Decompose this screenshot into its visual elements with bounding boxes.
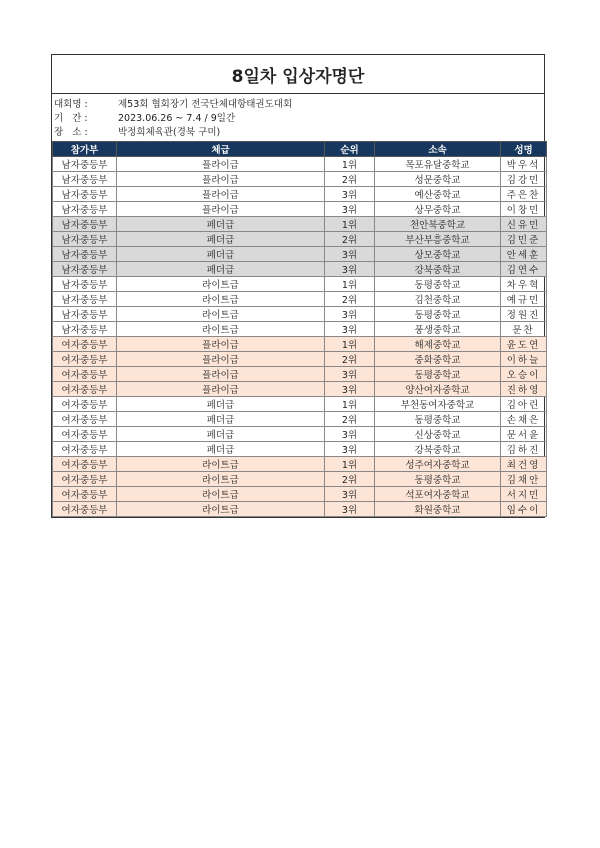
cell-rank: 3위 xyxy=(325,307,375,322)
cell-school: 김천중학교 xyxy=(375,292,501,307)
cell-division: 여자중등부 xyxy=(53,502,117,517)
table-row xyxy=(53,322,547,337)
cell-school: 강북중학교 xyxy=(375,442,501,457)
table-row xyxy=(53,442,547,457)
table-row xyxy=(53,262,547,277)
info-value: 제53회 협회장기 전국단체대항태권도대회 xyxy=(118,99,293,110)
table-row xyxy=(53,202,547,217)
results-sheet xyxy=(51,54,545,518)
cell-name: 김채안 xyxy=(501,472,547,487)
cell-rank: 3위 xyxy=(325,502,375,517)
cell-division: 여자중등부 xyxy=(53,352,117,367)
cell-weight: 페더급 xyxy=(117,232,325,247)
results-table xyxy=(52,141,547,517)
info-label: 장 소 : xyxy=(54,127,88,138)
cell-weight: 라이트급 xyxy=(117,322,325,337)
cell-weight: 라이트급 xyxy=(117,487,325,502)
cell-name: 김하진 xyxy=(501,442,547,457)
cell-division: 여자중등부 xyxy=(53,472,117,487)
info-row-event xyxy=(54,96,544,110)
cell-rank: 1위 xyxy=(325,337,375,352)
cell-weight: 플라이급 xyxy=(117,187,325,202)
table-row xyxy=(53,232,547,247)
header-school: 소속 xyxy=(375,142,501,157)
table-row xyxy=(53,307,547,322)
cell-school: 예산중학교 xyxy=(375,187,501,202)
cell-rank: 1위 xyxy=(325,457,375,472)
cell-school: 천안북중학교 xyxy=(375,217,501,232)
info-value: 박정희체육관(경북 구미) xyxy=(118,127,221,138)
table-row xyxy=(53,292,547,307)
cell-rank: 3위 xyxy=(325,382,375,397)
cell-weight: 플라이급 xyxy=(117,337,325,352)
cell-weight: 플라이급 xyxy=(117,172,325,187)
cell-division: 여자중등부 xyxy=(53,442,117,457)
cell-name: 박우석 xyxy=(501,157,547,172)
table-row xyxy=(53,457,547,472)
cell-weight: 페더급 xyxy=(117,262,325,277)
cell-school: 중화중학교 xyxy=(375,352,501,367)
cell-weight: 플라이급 xyxy=(117,382,325,397)
cell-division: 남자중등부 xyxy=(53,217,117,232)
cell-rank: 3위 xyxy=(325,187,375,202)
cell-school: 성주여자중학교 xyxy=(375,457,501,472)
cell-weight: 플라이급 xyxy=(117,367,325,382)
cell-school: 동평중학교 xyxy=(375,277,501,292)
cell-school: 동평중학교 xyxy=(375,367,501,382)
table-row xyxy=(53,172,547,187)
cell-name: 안세훈 xyxy=(501,247,547,262)
cell-rank: 3위 xyxy=(325,262,375,277)
cell-division: 여자중등부 xyxy=(53,397,117,412)
cell-division: 여자중등부 xyxy=(53,457,117,472)
table-row xyxy=(53,412,547,427)
cell-division: 여자중등부 xyxy=(53,487,117,502)
cell-school: 강북중학교 xyxy=(375,262,501,277)
table-row xyxy=(53,187,547,202)
table-row xyxy=(53,277,547,292)
cell-name: 정원진 xyxy=(501,307,547,322)
cell-school: 동평중학교 xyxy=(375,307,501,322)
cell-school: 해제중학교 xyxy=(375,337,501,352)
cell-school: 성문중학교 xyxy=(375,172,501,187)
cell-division: 남자중등부 xyxy=(53,202,117,217)
cell-division: 남자중등부 xyxy=(53,277,117,292)
cell-rank: 1위 xyxy=(325,157,375,172)
header-weight: 체급 xyxy=(117,142,325,157)
cell-rank: 2위 xyxy=(325,412,375,427)
info-row-venue xyxy=(54,124,544,138)
cell-rank: 3위 xyxy=(325,487,375,502)
cell-rank: 3위 xyxy=(325,202,375,217)
cell-division: 여자중등부 xyxy=(53,412,117,427)
cell-name: 최건영 xyxy=(501,457,547,472)
info-row-period xyxy=(54,110,544,124)
cell-rank: 2위 xyxy=(325,232,375,247)
table-row xyxy=(53,337,547,352)
table-header-row xyxy=(53,142,547,157)
cell-name: 김민준 xyxy=(501,232,547,247)
cell-school: 석포여자중학교 xyxy=(375,487,501,502)
table-row xyxy=(53,352,547,367)
cell-division: 남자중등부 xyxy=(53,307,117,322)
cell-division: 남자중등부 xyxy=(53,187,117,202)
cell-weight: 플라이급 xyxy=(117,202,325,217)
cell-rank: 2위 xyxy=(325,292,375,307)
cell-division: 남자중등부 xyxy=(53,262,117,277)
cell-name: 주은찬 xyxy=(501,187,547,202)
cell-weight: 라이트급 xyxy=(117,502,325,517)
cell-rank: 3위 xyxy=(325,322,375,337)
table-row xyxy=(53,427,547,442)
cell-name: 김강민 xyxy=(501,172,547,187)
table-row xyxy=(53,367,547,382)
cell-weight: 페더급 xyxy=(117,397,325,412)
page-title: 8일차 입상자명단 xyxy=(52,55,544,94)
cell-name: 오승이 xyxy=(501,367,547,382)
cell-division: 남자중등부 xyxy=(53,157,117,172)
event-info xyxy=(52,94,544,141)
info-label: 기 간 : xyxy=(54,113,88,124)
cell-division: 여자중등부 xyxy=(53,367,117,382)
cell-school: 풍생중학교 xyxy=(375,322,501,337)
table-row xyxy=(53,382,547,397)
info-label: 대회명 : xyxy=(54,99,88,110)
cell-rank: 2위 xyxy=(325,352,375,367)
cell-name: 이하늘 xyxy=(501,352,547,367)
table-row xyxy=(53,397,547,412)
cell-school: 동평중학교 xyxy=(375,412,501,427)
cell-weight: 라이트급 xyxy=(117,472,325,487)
cell-school: 목포유달중학교 xyxy=(375,157,501,172)
cell-school: 상모중학교 xyxy=(375,247,501,262)
cell-rank: 3위 xyxy=(325,442,375,457)
header-name: 성명 xyxy=(501,142,547,157)
cell-weight: 라이트급 xyxy=(117,307,325,322)
cell-name: 예규민 xyxy=(501,292,547,307)
cell-rank: 3위 xyxy=(325,427,375,442)
cell-weight: 라이트급 xyxy=(117,457,325,472)
cell-division: 남자중등부 xyxy=(53,232,117,247)
cell-school: 동평중학교 xyxy=(375,472,501,487)
cell-rank: 3위 xyxy=(325,367,375,382)
cell-name: 손채은 xyxy=(501,412,547,427)
cell-weight: 라이트급 xyxy=(117,277,325,292)
cell-name: 김아린 xyxy=(501,397,547,412)
cell-weight: 페더급 xyxy=(117,442,325,457)
cell-rank: 3위 xyxy=(325,247,375,262)
cell-division: 남자중등부 xyxy=(53,247,117,262)
cell-name: 신유민 xyxy=(501,217,547,232)
cell-school: 부천동여자중학교 xyxy=(375,397,501,412)
cell-name: 문찬 xyxy=(501,322,547,337)
cell-school: 부산부흥중학교 xyxy=(375,232,501,247)
table-row xyxy=(53,247,547,262)
cell-school: 화원중학교 xyxy=(375,502,501,517)
cell-name: 이창민 xyxy=(501,202,547,217)
cell-division: 남자중등부 xyxy=(53,292,117,307)
cell-school: 상무중학교 xyxy=(375,202,501,217)
cell-rank: 1위 xyxy=(325,217,375,232)
cell-rank: 1위 xyxy=(325,397,375,412)
cell-name: 윤도연 xyxy=(501,337,547,352)
cell-rank: 2위 xyxy=(325,472,375,487)
cell-division: 여자중등부 xyxy=(53,427,117,442)
cell-division: 여자중등부 xyxy=(53,382,117,397)
cell-name: 서지민 xyxy=(501,487,547,502)
table-row xyxy=(53,217,547,232)
cell-weight: 라이트급 xyxy=(117,292,325,307)
cell-school: 신상중학교 xyxy=(375,427,501,442)
cell-weight: 페더급 xyxy=(117,412,325,427)
cell-weight: 페더급 xyxy=(117,217,325,232)
table-row xyxy=(53,487,547,502)
cell-school: 양산여자중학교 xyxy=(375,382,501,397)
cell-rank: 1위 xyxy=(325,277,375,292)
cell-division: 여자중등부 xyxy=(53,337,117,352)
info-value: 2023.06.26 ~ 7.4 / 9일간 xyxy=(118,113,236,124)
cell-weight: 페더급 xyxy=(117,247,325,262)
header-division: 참가부 xyxy=(53,142,117,157)
cell-name: 진하영 xyxy=(501,382,547,397)
cell-weight: 플라이급 xyxy=(117,157,325,172)
table-row xyxy=(53,472,547,487)
table-row xyxy=(53,502,547,517)
table-row xyxy=(53,157,547,172)
cell-division: 남자중등부 xyxy=(53,322,117,337)
cell-name: 차우혁 xyxy=(501,277,547,292)
cell-rank: 2위 xyxy=(325,172,375,187)
cell-name: 문서윤 xyxy=(501,427,547,442)
cell-name: 임수이 xyxy=(501,502,547,517)
header-rank: 순위 xyxy=(325,142,375,157)
cell-name: 김연수 xyxy=(501,262,547,277)
cell-weight: 플라이급 xyxy=(117,352,325,367)
cell-division: 남자중등부 xyxy=(53,172,117,187)
cell-weight: 페더급 xyxy=(117,427,325,442)
